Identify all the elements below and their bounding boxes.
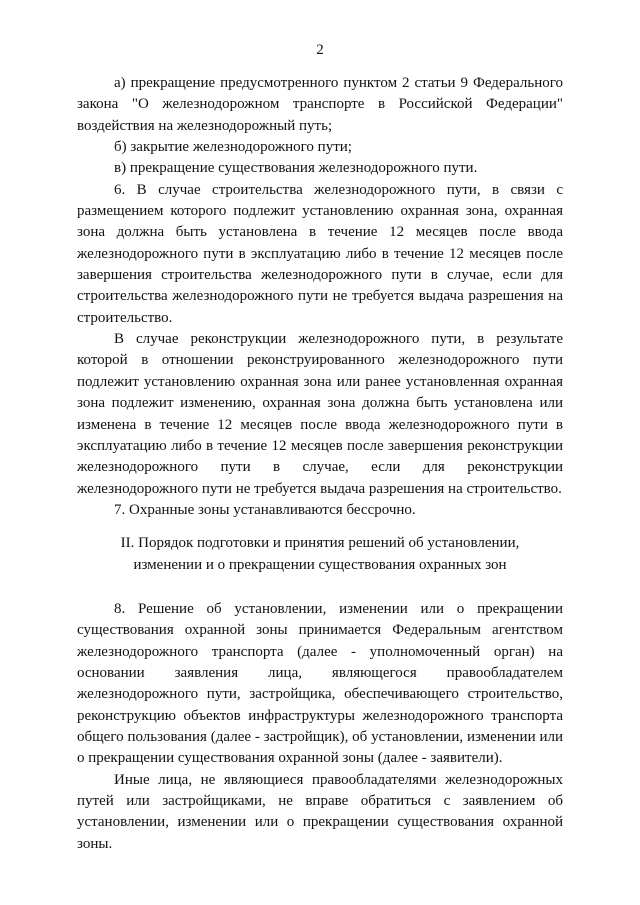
paragraph-clause-b: б) закрытие железнодорожного пути;	[114, 139, 352, 156]
section-heading-line-1: II. Порядок подготовки и принятия решений об установлении,	[120, 535, 520, 552]
section-heading-line-2: изменении и о прекращении существования охранных зон	[133, 556, 507, 573]
paragraph-item-6: 6. В случае строительства железнодорожного пути, в связи с размещением которого подлежит установлению охранная зона, охранная зона должна быть установлена в течение 12 месяцев после ввода железнодорожного пути в эксплуатацию либо в течение 12 месяцев после завершения строительства железнодорожного пути в случае, если для строительства железнодорожного пути не требуется выдача разрешения на строительство.	[77, 181, 563, 326]
paragraph-reconstruction: В случае реконструкции железнодорожного пути, в результате которой в отношении реконструированного железнодорожного пути подлежит установлению охранная зона или ранее установленная охранная зона подлежит изменению, охранная зона должна быть установлена или изменена в течение 12 месяцев после ввода железнодорожного пути в эксплуатацию либо в течение 12 месяцев после завершения реконструкции железнодорожного пути в случае, если для реконструкции железнодорожного пути не требуется выдача разрешения на строительство.	[77, 331, 563, 497]
paragraph-item-8: 8. Решение об установлении, изменении или о прекращении существования охранной зоны принимается Федеральным агентством железнодорожного транспорта (далее - уполномоченный орган) на основании заявления лица, являющегося правообладателем железнодорожного пути, застройщика, обеспечивающего строительство, реконструкцию объектов инфраструктуры железнодорожного транспорта общего пользования (далее - застройщик), об установлении, изменении или о прекращении существования охранной зоны (далее - заявители).	[77, 600, 563, 767]
paragraph-clause-c: в) прекращение существования железнодорожного пути.	[114, 160, 478, 177]
document-body	[77, 73, 563, 855]
page-number: 2	[316, 42, 324, 58]
paragraph-clause-a: а) прекращение предусмотренного пунктом 2 статьи 9 Федерального закона "О железнодорожном транспорте в Российской Федерации" воздействия на железнодорожный путь;	[77, 75, 563, 134]
paragraph-other-persons: Иные лица, не являющиеся правообладателями железнодорожных путей или застройщиками, не вправе обратиться с заявлением об установлении, изменении или о прекращении существования охранной зоны.	[77, 771, 563, 852]
section-heading	[77, 533, 563, 576]
paragraph-item-7: 7. Охранные зоны устанавливаются бессрочно.	[114, 501, 416, 518]
